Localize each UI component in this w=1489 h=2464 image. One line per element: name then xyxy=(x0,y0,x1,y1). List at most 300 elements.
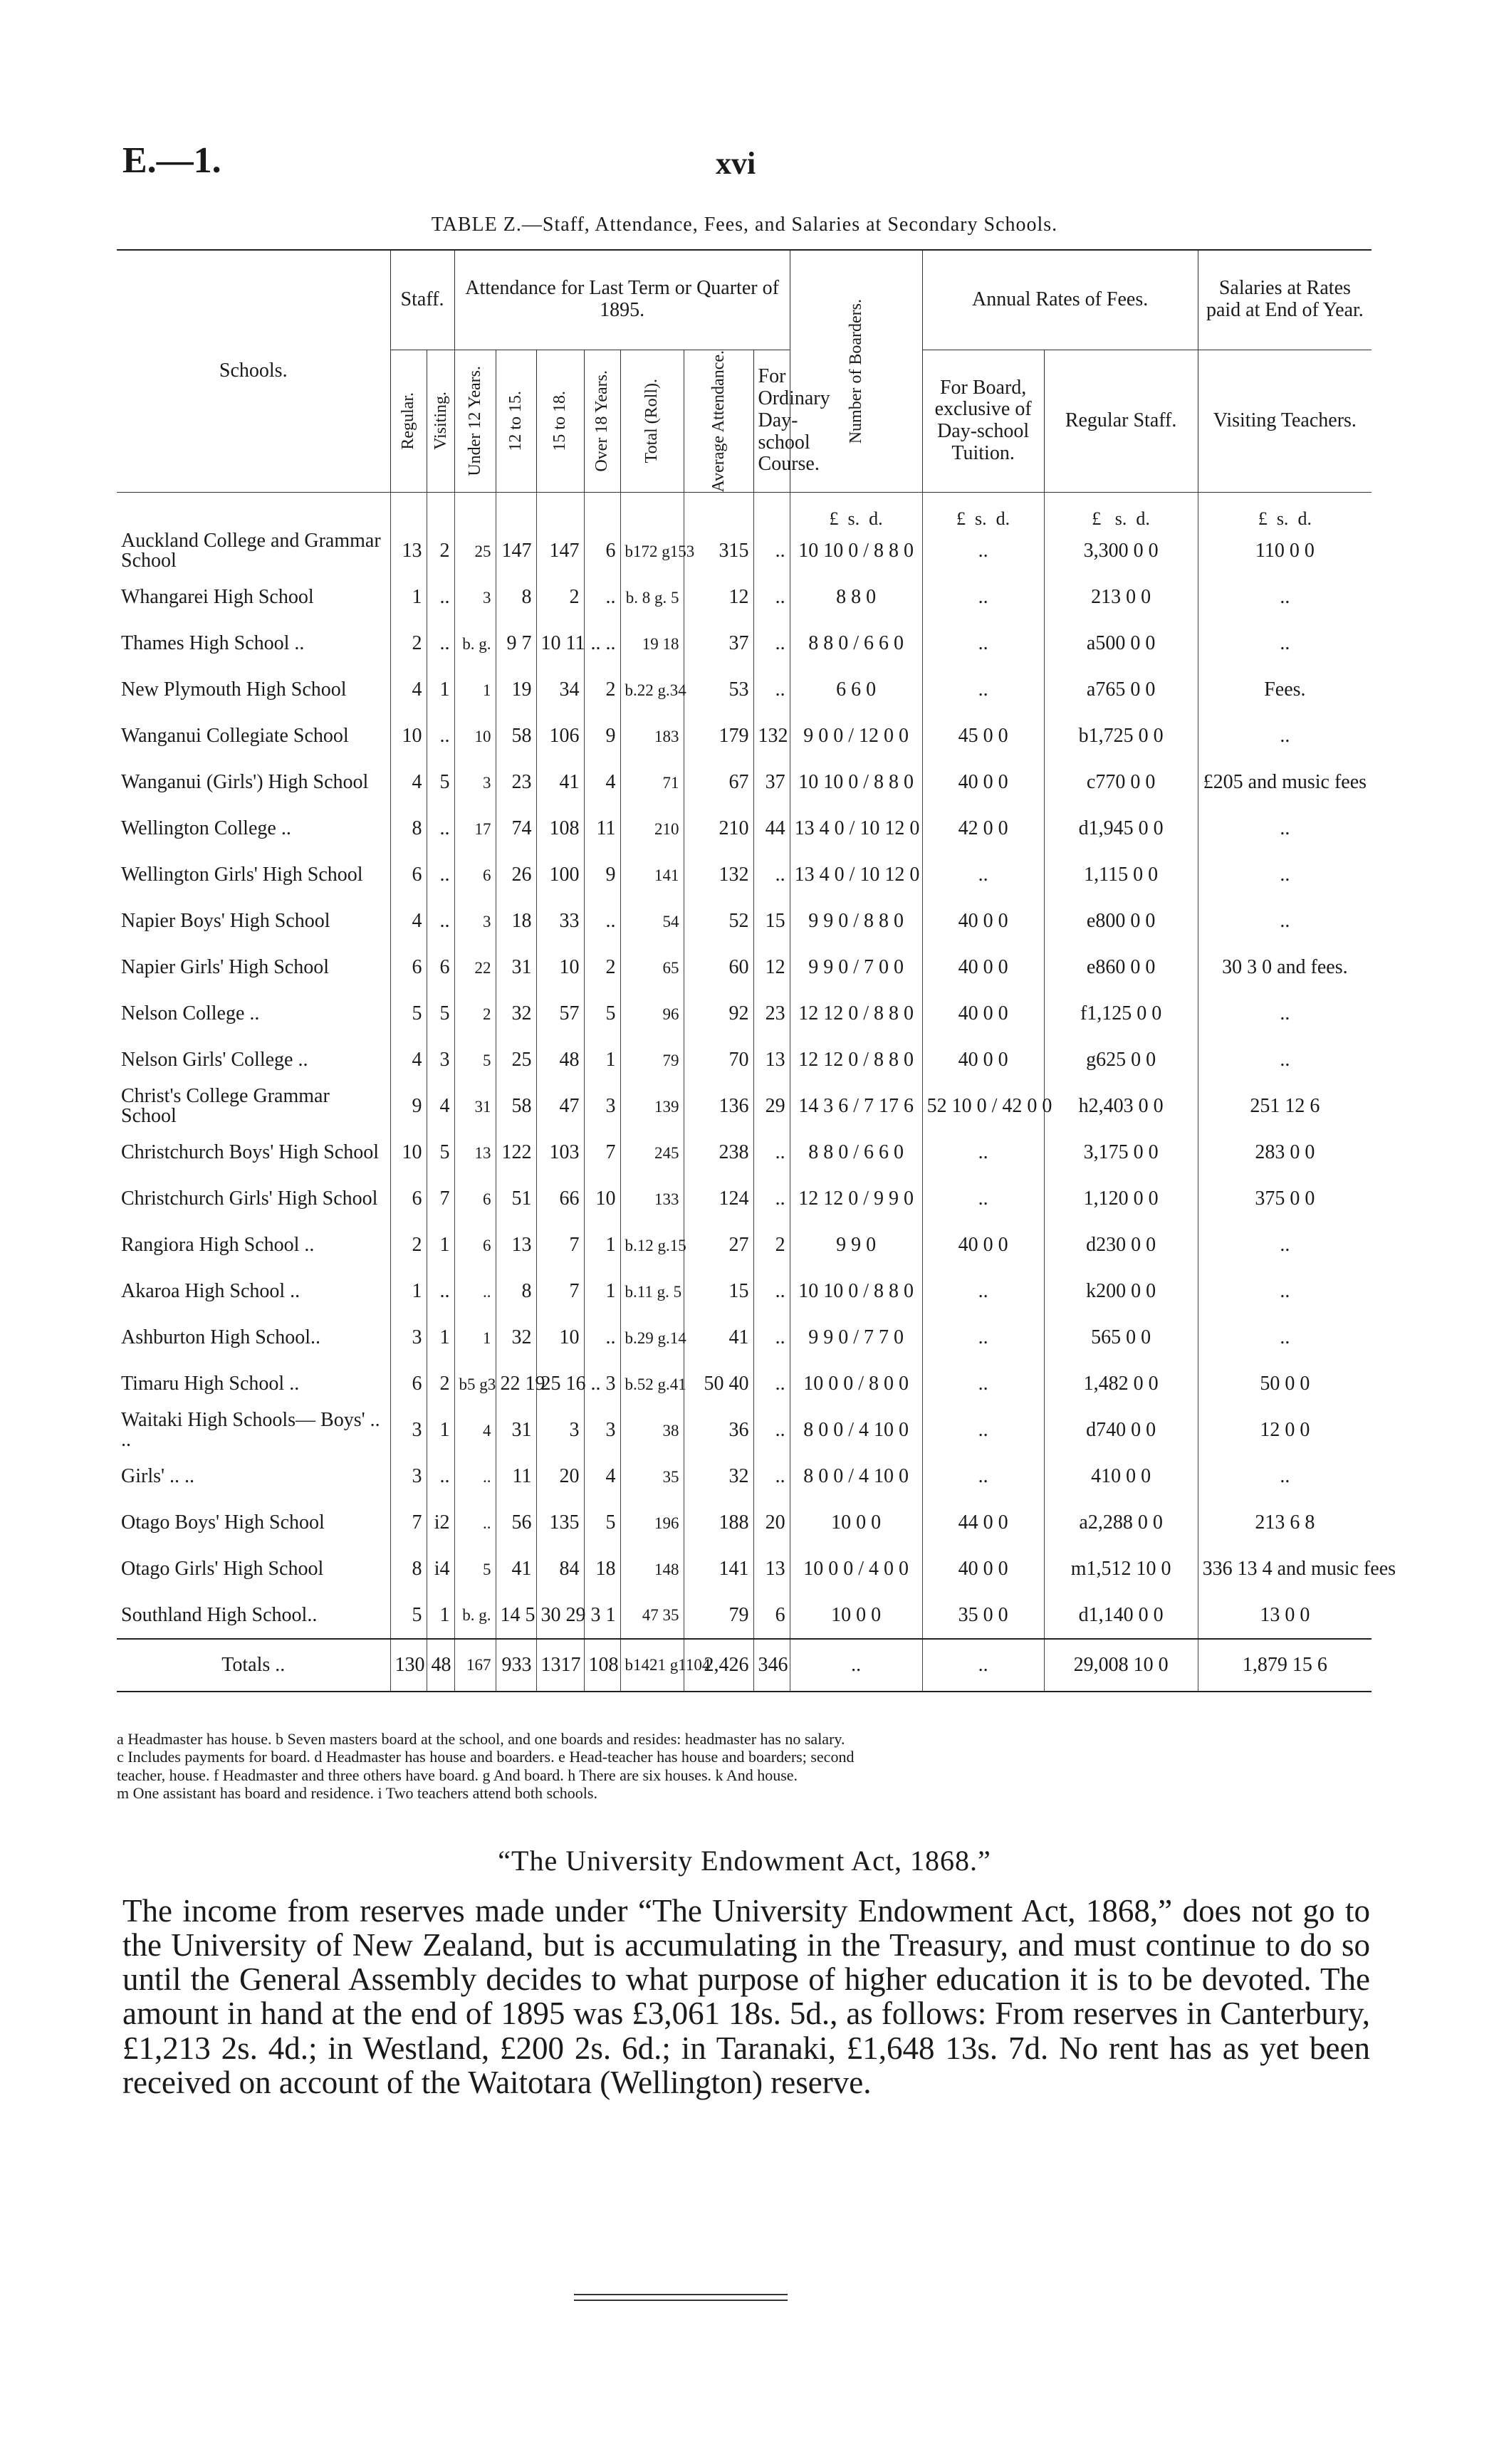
age12to15-cell: 19 xyxy=(496,667,536,713)
total-salary-regular-cell: 29,008 10 0 xyxy=(1044,1639,1198,1692)
regular-cell: 1 xyxy=(390,575,427,621)
total-roll-cell: 96 xyxy=(620,991,684,1037)
visiting-header: Visiting. xyxy=(427,350,454,492)
salary-visiting-cell: 375 0 0 xyxy=(1198,1176,1372,1222)
under12-cell: 13 xyxy=(454,1130,496,1176)
total-roll-cell: 196 xyxy=(620,1500,684,1546)
total-age15to18-cell: 1317 xyxy=(536,1639,584,1692)
salary-regular-cell: a2,288 0 0 xyxy=(1044,1500,1198,1546)
visiting-cell: 5 xyxy=(427,1130,454,1176)
salary-regular-cell: a500 0 0 xyxy=(1044,621,1198,667)
school-cell: Auckland College and Grammar School xyxy=(121,530,381,572)
age12to15-cell: 26 xyxy=(496,852,536,898)
table-row xyxy=(117,1454,1372,1500)
age15to18-cell: 10 xyxy=(536,945,584,991)
regular-cell: 2 xyxy=(390,621,427,667)
total-roll-cell: b.11 g. 5 xyxy=(620,1269,684,1315)
regular-cell: 6 xyxy=(390,852,427,898)
fee-ordinary-cell: 9 0 0 / 12 0 0 xyxy=(790,713,922,760)
total-roll-cell: 35 xyxy=(620,1454,684,1500)
table-row xyxy=(117,1593,1372,1639)
fee-ordinary-cell: 12 12 0 / 8 8 0 xyxy=(790,991,922,1037)
age15to18-cell: 106 xyxy=(536,713,584,760)
salary-regular-cell: 3,300 0 0 xyxy=(1044,528,1198,575)
over18-cell: 11 xyxy=(584,806,620,852)
fee-board-cell: .. xyxy=(922,852,1044,898)
school-cell: New Plymouth High School xyxy=(121,678,347,701)
average-attendance-cell: 27 xyxy=(684,1222,753,1269)
boarders-cell: .. xyxy=(753,1130,790,1176)
salary-regular-cell: 565 0 0 xyxy=(1044,1315,1198,1361)
school-cell: Christchurch Boys' High School xyxy=(121,1141,380,1164)
fee-ordinary-header: For Ordinary Day-school Course. xyxy=(753,350,790,492)
fee-ordinary-cell: 8 8 0 xyxy=(790,575,922,621)
salary-regular-cell: d1,945 0 0 xyxy=(1044,806,1198,852)
regular-cell: 4 xyxy=(390,1037,427,1084)
under12-header: Under 12 Years. xyxy=(454,350,496,492)
visiting-cell: 2 xyxy=(427,1361,454,1407)
fee-ordinary-cell: 10 0 0 / 4 0 0 xyxy=(790,1546,922,1593)
fee-board-cell: 40 0 0 xyxy=(922,1037,1044,1084)
over18-cell: 1 xyxy=(584,1037,620,1084)
salary-visiting-cell: 30 3 0 and fees. xyxy=(1198,945,1372,991)
fee-board-cell: 35 0 0 xyxy=(922,1593,1044,1639)
over18-cell: 5 xyxy=(584,991,620,1037)
table-row xyxy=(117,1315,1372,1361)
boarders-cell: 12 xyxy=(753,945,790,991)
average-attendance-cell: 141 xyxy=(684,1546,753,1593)
age12to15-cell: 25 xyxy=(496,1037,536,1084)
total-fee-board-cell: .. xyxy=(922,1639,1044,1692)
salary-visiting-cell: 13 0 0 xyxy=(1198,1593,1372,1639)
boarders-cell: 15 xyxy=(753,898,790,945)
school-cell: Thames High School .. xyxy=(121,632,305,655)
boarders-cell: 6 xyxy=(753,1593,790,1639)
age12to15-cell: 74 xyxy=(496,806,536,852)
visiting-cell: 1 xyxy=(427,1593,454,1639)
table-row xyxy=(117,1546,1372,1593)
over18-cell: .. .. xyxy=(584,621,620,667)
footnote-line: a Headmaster has house. b Seven masters board at the school, and one boards and resides: headmaster has no salary. xyxy=(117,1730,845,1748)
boarders-header: Number of Boarders. xyxy=(790,250,922,492)
school-cell: Napier Boys' High School xyxy=(121,910,330,933)
age15to18-cell: 2 xyxy=(536,575,584,621)
over18-cell: .. xyxy=(584,1315,620,1361)
fee-board-cell: .. xyxy=(922,1454,1044,1500)
visiting-cell: 2 xyxy=(427,528,454,575)
visiting-cell: 1 xyxy=(427,667,454,713)
salary-visiting-cell: 251 12 6 xyxy=(1198,1084,1372,1130)
age12to15-cell: 13 xyxy=(496,1222,536,1269)
age15to18-cell: 30 29 xyxy=(536,1593,584,1639)
page-identifier: E.—1. xyxy=(122,140,221,181)
footnote-line: c Includes payments for board. d Headmaster has house and boarders. e Head-teacher has house and boarders; second xyxy=(117,1748,855,1766)
regular-cell: 1 xyxy=(390,1269,427,1315)
average-attendance-cell: 70 xyxy=(684,1037,753,1084)
age15to18-cell: 33 xyxy=(536,898,584,945)
salary-visiting-cell: £205 and music fees xyxy=(1198,760,1372,806)
over18-cell: 10 xyxy=(584,1176,620,1222)
salary-visiting-cell: .. xyxy=(1198,806,1372,852)
secondary-schools-table xyxy=(117,249,1396,1692)
average-attendance-cell: 92 xyxy=(684,991,753,1037)
age12to15-cell: 32 xyxy=(496,1315,536,1361)
age12to15-cell: 32 xyxy=(496,991,536,1037)
visiting-cell: i4 xyxy=(427,1546,454,1593)
salary-regular-cell: c770 0 0 xyxy=(1044,760,1198,806)
salary-visiting-cell: .. xyxy=(1198,621,1372,667)
age15to18-cell: 84 xyxy=(536,1546,584,1593)
age12to15-cell: 31 xyxy=(496,1407,536,1454)
age15to18-cell: 66 xyxy=(536,1176,584,1222)
table-row xyxy=(117,1361,1372,1407)
average-attendance-cell: 136 xyxy=(684,1084,753,1130)
under12-cell: 10 xyxy=(454,713,496,760)
age12to15-cell: 147 xyxy=(496,528,536,575)
closing-rule xyxy=(574,2294,788,2295)
boarders-cell: .. xyxy=(753,1176,790,1222)
age15to18-cell: 20 xyxy=(536,1454,584,1500)
average-attendance-cell: 188 xyxy=(684,1500,753,1546)
fee-ordinary-cell: 10 10 0 / 8 8 0 xyxy=(790,760,922,806)
salary-visiting-cell: 283 0 0 xyxy=(1198,1130,1372,1176)
regular-header: Regular. xyxy=(390,350,427,492)
fee-ordinary-cell: 9 9 0 / 7 0 0 xyxy=(790,945,922,991)
total-roll-cell: 38 xyxy=(620,1407,684,1454)
under12-cell: 25 xyxy=(454,528,496,575)
table-row xyxy=(117,945,1372,991)
school-cell: Otago Boys' High School xyxy=(121,1511,325,1534)
age15to18-cell: 3 xyxy=(536,1407,584,1454)
salary-regular-cell: 3,175 0 0 xyxy=(1044,1130,1198,1176)
table-row xyxy=(117,1084,1372,1130)
fee-ordinary-cell: 9 9 0 / 8 8 0 xyxy=(790,898,922,945)
fee-board-header: For Board, exclusive of Day-school Tuition. xyxy=(922,350,1044,492)
age12to15-cell: 23 xyxy=(496,760,536,806)
total-roll-cell: 65 xyxy=(620,945,684,991)
totals-label: Totals .. xyxy=(117,1639,390,1692)
under12-cell: .. xyxy=(454,1454,496,1500)
age15to18-cell: 41 xyxy=(536,760,584,806)
salary-visiting-cell: .. xyxy=(1198,1037,1372,1084)
table-row xyxy=(117,991,1372,1037)
age12to15-header: 12 to 15. xyxy=(496,350,536,492)
regular-cell: 4 xyxy=(390,667,427,713)
school-cell: Wellington College .. xyxy=(121,817,291,840)
over18-cell: .. 3 xyxy=(584,1361,620,1407)
over18-cell: 3 xyxy=(584,1407,620,1454)
under12-cell: 31 xyxy=(454,1084,496,1130)
visiting-cell: 4 xyxy=(427,1084,454,1130)
total-roll-cell: b. 8 g. 5 xyxy=(620,575,684,621)
under12-cell: 1 xyxy=(454,1315,496,1361)
visiting-cell: 5 xyxy=(427,760,454,806)
regular-cell: 3 xyxy=(390,1407,427,1454)
school-cell: Ashburton High School.. xyxy=(121,1326,320,1349)
total-roll-cell: b172 g153 xyxy=(620,528,684,575)
table-row xyxy=(117,1037,1372,1084)
over18-cell: .. xyxy=(584,898,620,945)
boarders-cell: 23 xyxy=(753,991,790,1037)
salary-visiting-cell: 12 0 0 xyxy=(1198,1407,1372,1454)
age12to15-cell: 51 xyxy=(496,1176,536,1222)
age15to18-cell: 147 xyxy=(536,528,584,575)
fee-board-cell: 52 10 0 / 42 0 0 xyxy=(922,1084,1044,1130)
total-roll-cell: 19 18 xyxy=(620,621,684,667)
salary-regular-cell: d230 0 0 xyxy=(1044,1222,1198,1269)
visiting-cell: 1 xyxy=(427,1407,454,1454)
salary-regular-cell: k200 0 0 xyxy=(1044,1269,1198,1315)
fee-ordinary-cell: 8 8 0 / 6 6 0 xyxy=(790,1130,922,1176)
visiting-cell: 6 xyxy=(427,945,454,991)
fee-ordinary-cell: 10 0 0 / 8 0 0 xyxy=(790,1361,922,1407)
under12-cell: 4 xyxy=(454,1407,496,1454)
visiting-cell: 1 xyxy=(427,1315,454,1361)
under12-cell: b5 g3 xyxy=(454,1361,496,1407)
fee-board-cell: 45 0 0 xyxy=(922,713,1044,760)
total-roll-cell: 148 xyxy=(620,1546,684,1593)
footnotes xyxy=(117,1730,1372,1802)
total-roll-cell: 183 xyxy=(620,713,684,760)
page-number: xvi xyxy=(716,146,756,181)
age12to15-cell: 58 xyxy=(496,713,536,760)
over18-cell: 2 xyxy=(584,945,620,991)
totals-row xyxy=(117,1639,1372,1692)
salary-regular-cell: e860 0 0 xyxy=(1044,945,1198,991)
school-cell: Otago Girls' High School xyxy=(121,1558,324,1580)
visiting-cell: i2 xyxy=(427,1500,454,1546)
visiting-cell: .. xyxy=(427,621,454,667)
age15to18-cell: 108 xyxy=(536,806,584,852)
regular-cell: 6 xyxy=(390,945,427,991)
regular-cell: 5 xyxy=(390,1593,427,1639)
visiting-cell: 1 xyxy=(427,1222,454,1269)
average-attendance-cell: 36 xyxy=(684,1407,753,1454)
average-attendance-cell: 315 xyxy=(684,528,753,575)
under12-cell: 17 xyxy=(454,806,496,852)
salary-visiting-cell: .. xyxy=(1198,1269,1372,1315)
table-row xyxy=(117,806,1372,852)
total-under12-cell: 167 xyxy=(454,1639,496,1692)
fee-ordinary-cell: 10 10 0 / 8 8 0 xyxy=(790,528,922,575)
regular-cell: 13 xyxy=(390,528,427,575)
table-row xyxy=(117,1407,1372,1454)
table-row xyxy=(117,760,1372,806)
fee-ordinary-cell: 9 9 0 xyxy=(790,1222,922,1269)
fee-ordinary-units: £ s. d. xyxy=(790,492,922,528)
total-roll-cell: 141 xyxy=(620,852,684,898)
salaries-header: Salaries at Rates paid at End of Year. xyxy=(1198,250,1372,350)
age15to18-cell: 7 xyxy=(536,1269,584,1315)
under12-cell: 5 xyxy=(454,1037,496,1084)
boarders-cell: .. xyxy=(753,852,790,898)
salary-regular-cell: g625 0 0 xyxy=(1044,1037,1198,1084)
fee-board-cell: .. xyxy=(922,575,1044,621)
age12to15-cell: 9 7 xyxy=(496,621,536,667)
over18-cell: 18 xyxy=(584,1546,620,1593)
under12-cell: 6 xyxy=(454,852,496,898)
average-attendance-header: Average Attendance. xyxy=(684,350,753,492)
boarders-cell: .. xyxy=(753,621,790,667)
average-attendance-cell: 67 xyxy=(684,760,753,806)
total-roll-cell: b.22 g.34 xyxy=(620,667,684,713)
total-boarders-cell: 346 xyxy=(753,1639,790,1692)
total-regular-cell: 130 xyxy=(390,1639,427,1692)
age12to15-cell: 41 xyxy=(496,1546,536,1593)
regular-cell: 6 xyxy=(390,1176,427,1222)
salary-regular-cell: 410 0 0 xyxy=(1044,1454,1198,1500)
school-cell: Wellington Girls' High School xyxy=(121,864,363,886)
salary-regular-cell: m1,512 10 0 xyxy=(1044,1546,1198,1593)
under12-cell: 3 xyxy=(454,898,496,945)
fee-ordinary-cell: 8 8 0 / 6 6 0 xyxy=(790,621,922,667)
under12-cell: 3 xyxy=(454,760,496,806)
table-row xyxy=(117,713,1372,760)
visiting-cell: .. xyxy=(427,575,454,621)
over18-cell: 2 xyxy=(584,667,620,713)
age15to18-cell: 48 xyxy=(536,1037,584,1084)
total-roll-cell: 245 xyxy=(620,1130,684,1176)
regular-cell: 4 xyxy=(390,760,427,806)
table-row xyxy=(117,1500,1372,1546)
regular-cell: 4 xyxy=(390,898,427,945)
table-title: TABLE Z.—Staff, Attendance, Fees, and Salaries at Secondary Schools. xyxy=(431,214,1058,236)
table-row xyxy=(117,1176,1372,1222)
salary-visiting-cell: .. xyxy=(1198,1315,1372,1361)
fee-ordinary-cell: 10 0 0 xyxy=(790,1593,922,1639)
boarders-cell: 37 xyxy=(753,760,790,806)
visiting-cell: .. xyxy=(427,852,454,898)
average-attendance-cell: 53 xyxy=(684,667,753,713)
age15to18-cell: 7 xyxy=(536,1222,584,1269)
salary-regular-cell: e800 0 0 xyxy=(1044,898,1198,945)
fee-board-cell: .. xyxy=(922,667,1044,713)
salary-visiting-header: Visiting Teachers. xyxy=(1198,350,1372,492)
total-roll-cell: 47 35 xyxy=(620,1593,684,1639)
fee-board-units: £ s. d. xyxy=(922,492,1044,528)
boarders-cell: 2 xyxy=(753,1222,790,1269)
section-heading: “The University Endowment Act, 1868.” xyxy=(498,1845,991,1877)
fee-board-cell: .. xyxy=(922,528,1044,575)
age12to15-cell: 8 xyxy=(496,575,536,621)
salary-visiting-cell: 336 13 4 and music fees xyxy=(1198,1546,1372,1593)
fee-ordinary-cell: 9 9 0 / 7 7 0 xyxy=(790,1315,922,1361)
fee-board-cell: 40 0 0 xyxy=(922,760,1044,806)
visiting-cell: .. xyxy=(427,1454,454,1500)
table-row xyxy=(117,575,1372,621)
school-cell: Nelson College .. xyxy=(121,1002,260,1025)
boarders-cell: 132 xyxy=(753,713,790,760)
schools-header: Schools. xyxy=(117,250,390,492)
fee-board-cell: .. xyxy=(922,1407,1044,1454)
school-cell: Wanganui Collegiate School xyxy=(121,725,349,748)
age12to15-cell: 14 5 xyxy=(496,1593,536,1639)
regular-cell: 6 xyxy=(390,1361,427,1407)
school-cell: Napier Girls' High School xyxy=(121,956,330,979)
boarders-cell: .. xyxy=(753,575,790,621)
under12-cell: 6 xyxy=(454,1222,496,1269)
school-cell: Whangarei High School xyxy=(121,586,314,609)
school-cell: Girls' .. .. xyxy=(121,1465,195,1488)
over18-cell: 1 xyxy=(584,1222,620,1269)
salary-regular-cell: d740 0 0 xyxy=(1044,1407,1198,1454)
fee-ordinary-cell: 8 0 0 / 4 10 0 xyxy=(790,1407,922,1454)
fee-board-cell: .. xyxy=(922,1361,1044,1407)
table-row xyxy=(117,1269,1372,1315)
salary-visiting-cell: .. xyxy=(1198,1222,1372,1269)
boarders-cell: .. xyxy=(753,1361,790,1407)
total-roll-header: Total (Roll). xyxy=(620,350,684,492)
total-over18-cell: 108 xyxy=(584,1639,620,1692)
under12-cell: 1 xyxy=(454,667,496,713)
average-attendance-cell: 50 40 xyxy=(684,1361,753,1407)
school-cell: Akaroa High School .. xyxy=(121,1280,301,1303)
salary-visiting-units: £ s. d. xyxy=(1198,492,1372,528)
total-age12to15-cell: 933 xyxy=(496,1639,536,1692)
salary-regular-cell: 1,482 0 0 xyxy=(1044,1361,1198,1407)
age12to15-cell: 31 xyxy=(496,945,536,991)
fee-board-cell: 40 0 0 xyxy=(922,1222,1044,1269)
average-attendance-cell: 32 xyxy=(684,1454,753,1500)
under12-cell: 2 xyxy=(454,991,496,1037)
boarders-cell: .. xyxy=(753,1269,790,1315)
boarders-cell: .. xyxy=(753,1454,790,1500)
school-cell: Waitaki High Schools— Boys' .. .. xyxy=(121,1409,380,1452)
fee-ordinary-cell: 12 12 0 / 8 8 0 xyxy=(790,1037,922,1084)
table-row xyxy=(117,852,1372,898)
total-roll-cell: 54 xyxy=(620,898,684,945)
over18-cell: 3 1 xyxy=(584,1593,620,1639)
boarders-cell: 29 xyxy=(753,1084,790,1130)
fee-board-cell: 40 0 0 xyxy=(922,945,1044,991)
under12-cell: 22 xyxy=(454,945,496,991)
units-row xyxy=(117,492,1372,528)
fee-ordinary-cell: 12 12 0 / 9 9 0 xyxy=(790,1176,922,1222)
average-attendance-cell: 41 xyxy=(684,1315,753,1361)
under12-cell: .. xyxy=(454,1500,496,1546)
over18-cell: 9 xyxy=(584,852,620,898)
footnote-line: m One assistant has board and residence. i Two teachers attend both schools. xyxy=(117,1783,597,1802)
salary-regular-cell: a765 0 0 xyxy=(1044,667,1198,713)
regular-cell: 3 xyxy=(390,1454,427,1500)
over18-header: Over 18 Years. xyxy=(584,350,620,492)
boarders-cell: 13 xyxy=(753,1546,790,1593)
fee-ordinary-cell: 10 0 0 xyxy=(790,1500,922,1546)
visiting-cell: .. xyxy=(427,898,454,945)
regular-cell: 9 xyxy=(390,1084,427,1130)
salary-visiting-cell: .. xyxy=(1198,991,1372,1037)
total-roll-cell: 71 xyxy=(620,760,684,806)
attendance-header: Attendance for Last Term or Quarter of 1895. xyxy=(454,250,790,350)
staff-header: Staff. xyxy=(390,250,454,350)
age12to15-cell: 58 xyxy=(496,1084,536,1130)
total-roll-cell: b.52 g.41 xyxy=(620,1361,684,1407)
age12to15-cell: 56 xyxy=(496,1500,536,1546)
average-attendance-cell: 238 xyxy=(684,1130,753,1176)
over18-cell: 3 xyxy=(584,1084,620,1130)
school-cell: Southland High School.. xyxy=(121,1603,318,1626)
over18-cell: 7 xyxy=(584,1130,620,1176)
total-visiting-cell: 48 xyxy=(427,1639,454,1692)
footnote-line: teacher, house. f Headmaster and three others have board. g And board. h There are six houses. k And house. xyxy=(117,1766,798,1784)
age15to18-cell: 25 16 xyxy=(536,1361,584,1407)
school-cell: Christchurch Girls' High School xyxy=(121,1188,378,1210)
boarders-cell: 44 xyxy=(753,806,790,852)
fee-ordinary-cell: 10 10 0 / 8 8 0 xyxy=(790,1269,922,1315)
fee-board-cell: .. xyxy=(922,1130,1044,1176)
table-row xyxy=(117,528,1372,575)
total-roll-cell: 210 xyxy=(620,806,684,852)
